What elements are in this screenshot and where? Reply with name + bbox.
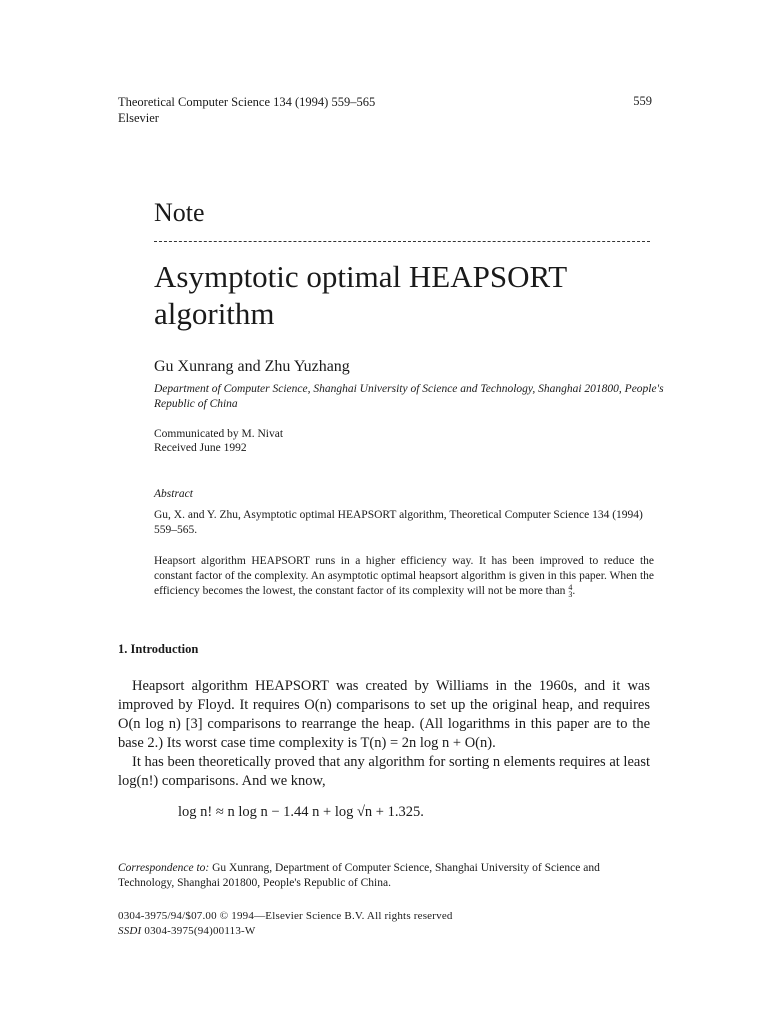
page-number: 559 [633,94,652,108]
fraction-numerator: 4 [568,583,573,593]
note-label: Note [154,198,205,227]
communicated-by: Communicated by M. Nivat [154,428,284,440]
equation-log-factorial: log n! ≈ n log n − 1.44 n + log √n + 1.325. [178,804,424,820]
editorial-info [154,427,283,455]
journal-header [118,94,375,126]
copyright-line: 0304-3975/94/$07.00 © 1994—Elsevier Science B.V. All rights reserved [118,910,453,922]
section-heading: 1. Introduction [118,642,199,656]
introduction-text [118,677,650,791]
abstract-text: Heapsort algorithm HEAPSORT runs in a higher efficiency way. It has been improved to reduce the constant factor of the complexity. An asymptotic optimal heapsort algorithm is given in this paper. When the efficiency becomes the lowest, the constant factor of its complexity will not be more than [154,555,654,597]
divider-rule [154,241,650,242]
ssdi-label: SSDI [118,925,142,937]
intro-paragraph-2: It has been theoretically proved that any algorithm for sorting n elements requires at least log(n!) comparisons. And we know, [118,754,650,789]
intro-paragraph-1: Heapsort algorithm HEAPSORT was created by Williams in the 1960s, and it was improved by Floyd. It requires O(n) comparisons to set up the original heap, and requires O(n log n) [3] comparisons to rearrange the heap. (All logarithms in this paper are to the base 2.) Its worst case time complexity is T(n) = 2n log n + O(n). [118,678,650,751]
correspondence-footnote [118,861,650,891]
correspondence-text: Gu Xunrang, Department of Computer Science, Shanghai University of Science and Technology, Shanghai 201800, People's Republic of China. [118,862,600,889]
fraction-denominator: 3 [568,590,573,600]
abstract-citation: Gu, X. and Y. Zhu, Asymptotic optimal HEAPSORT algorithm, Theoretical Computer Science 134 (1994) 559–565. [154,509,643,536]
author-affiliation: Department of Computer Science, Shanghai University of Science and Technology, Shanghai 201800, People's Republic of China [154,383,664,410]
received-date: Received June 1992 [154,442,247,454]
abstract-heading: Abstract [154,488,193,500]
author-list: Gu Xunrang and Zhu Yuzhang [154,358,350,375]
journal-citation: Theoretical Computer Science 134 (1994) 559–565 [118,95,376,109]
paper-title: Asymptotic optimal HEAPSORT algorithm [154,259,567,331]
ssdi-value: 0304-3975(94)00113-W [144,925,256,937]
publisher-name: Elsevier [118,111,159,125]
correspondence-label: Correspondence to: [118,862,210,874]
copyright-block [118,909,453,939]
abstract-period: . [572,585,576,597]
abstract-body [154,554,654,599]
ssdi-line [118,924,453,939]
